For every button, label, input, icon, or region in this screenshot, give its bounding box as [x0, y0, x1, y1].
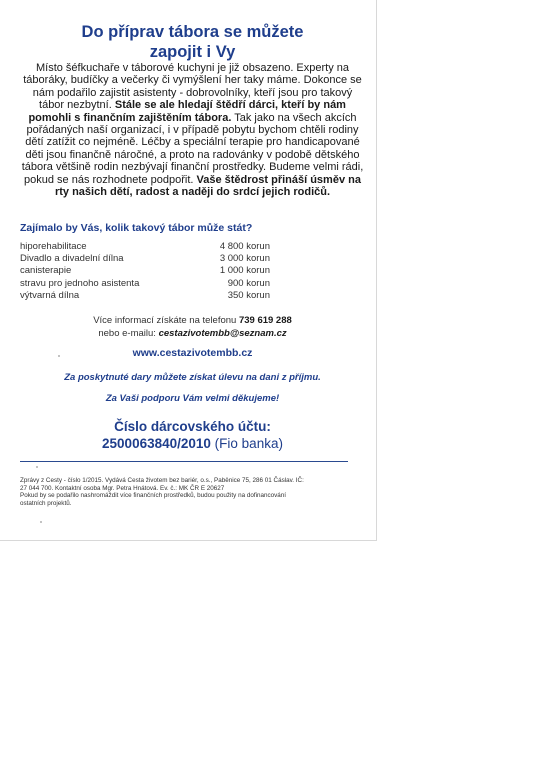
scan-speck	[36, 466, 38, 468]
account-label: Číslo dárcovského účtu:	[114, 419, 271, 434]
intro-text-2: Tak jako na všech akcích pořádaných naší organizací, i v případě pobytu bychom chtěli rodiny dětí zatížit co nejméně. Léčby a speciální terapie pro handicapované děti jsou finančně náročné, a proto na radovánky v podobě dětského tábora většině rodin nezbývají finanční prostředky. Budeme velmi rádi, pokud se nás rozhodnete podpořit.	[21, 111, 364, 186]
divider	[20, 461, 348, 462]
account-number: 2500063840/2010	[102, 436, 211, 451]
title-line-1: Do příprav tábora se můžete	[81, 23, 304, 41]
scan-speck	[40, 521, 42, 523]
website-link[interactable]: www.cestazivotembb.cz	[132, 347, 253, 359]
cost-heading: Zajímalo by Vás, kolik takový tábor může stát?	[20, 222, 253, 234]
title-line-2: zapojit i Vy	[149, 43, 236, 61]
email-intro: nebo e-mailu:	[98, 328, 156, 339]
imprint-line-2: 27 044 700. Kontaktní osoba Mgr. Petra Hnátová. Ev. č.: MK ČR E 20627	[20, 484, 225, 492]
phone-number: 739 619 288	[238, 315, 292, 326]
cost-label: stravu pro jednoho asistenta	[20, 277, 140, 289]
intro-bold-1: Stále se ale hledají štědří dárci, kteří by nám pomohli s finančním zajištěním tábora.	[28, 99, 346, 124]
account-number-line	[20, 436, 365, 451]
intro-bold-2: Vaše štědrost přináší úsměv na rty našich dětí, radost a naději do srdcí jejich rodičů.	[54, 173, 361, 199]
scan-speck	[58, 355, 60, 357]
cost-row	[20, 290, 270, 302]
cost-amount: 3 000 korun	[219, 253, 270, 265]
phone-intro: Více informací získáte na telefonu	[93, 315, 237, 326]
cost-amount: 1 000 korun	[219, 265, 270, 277]
cost-label: výtvarná dílna	[20, 289, 80, 301]
flyer-page	[0, 0, 377, 541]
cost-table	[20, 241, 270, 302]
cost-label: Divadlo a divadelní dílna	[20, 253, 124, 265]
email-line	[20, 327, 365, 340]
intro-text-1: Místo šéfkuchaře v táborové kuchyni je již obsazeno. Experty na táboráky, budíčky a večerky či vymýšlení her taky máme. Dokonce se nám podařilo zajistit asistenty - dobrovolníky, kteří jsou pro takový tábor nezbytní.	[23, 62, 362, 112]
page-title	[20, 22, 365, 62]
phone-line	[20, 314, 365, 327]
cost-row	[20, 253, 270, 265]
cost-amount: 900 korun	[227, 277, 270, 289]
imprint-line-3: Pokud by se podařilo nashromáždit více finančních prostředků, budou použity na dofinancování	[20, 492, 287, 499]
email-address[interactable]: cestazivotembb@seznam.cz	[158, 328, 287, 339]
account-bank: (Fio banka)	[214, 436, 283, 451]
thanks-note: Za Vaši podporu Vám velmi děkujeme!	[105, 393, 280, 404]
cost-row	[20, 241, 270, 253]
cost-amount: 4 800 korun	[219, 241, 270, 252]
imprint	[20, 477, 360, 507]
contact-info	[20, 314, 365, 340]
cost-label: hiporehabilitace	[20, 241, 87, 252]
cost-label: canisterapie	[20, 265, 72, 277]
cost-row	[20, 265, 270, 277]
cost-row	[20, 278, 270, 290]
tax-relief-note: Za poskytnuté dary můžete získat úlevu na dani z příjmu.	[64, 372, 321, 383]
imprint-line-1: Zprávy z Cesty - číslo 1/2015. Vydává Cesta životem bez bariér, o.s., Paběnice 75, 286 01 Čáslav. IČ:	[20, 477, 304, 484]
imprint-line-4: ostatních projektů.	[20, 499, 72, 507]
intro-paragraph	[20, 62, 365, 198]
cost-amount: 350 korun	[227, 289, 270, 301]
